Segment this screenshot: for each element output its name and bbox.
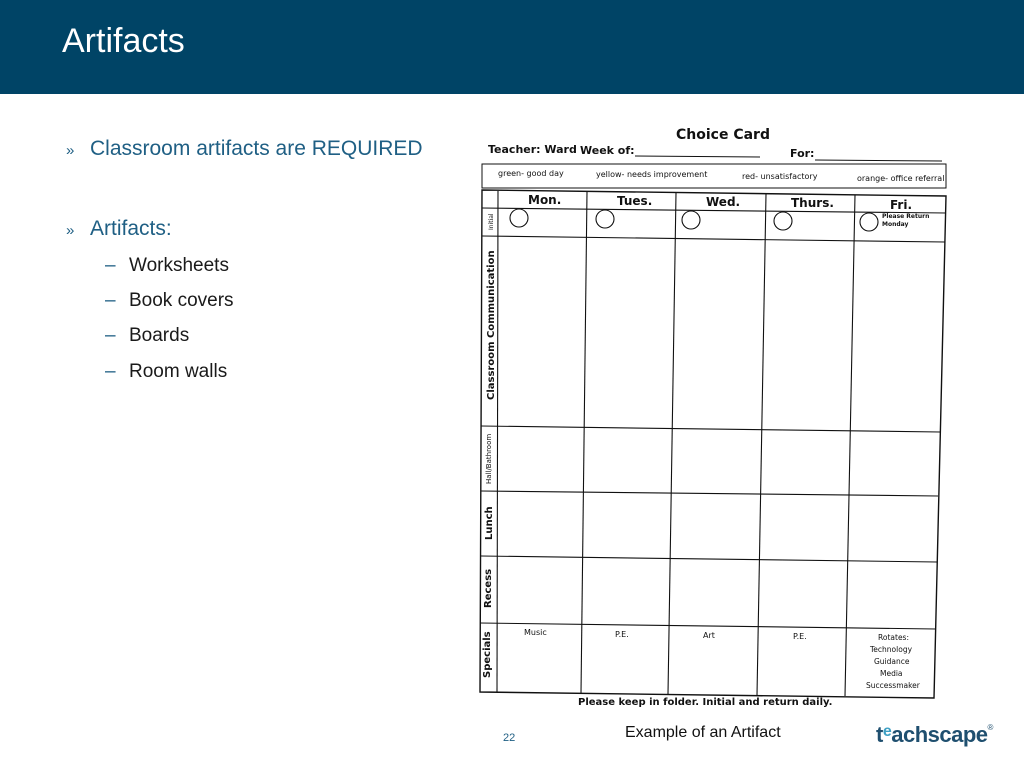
initial-circle-tues [596,210,614,228]
initial-circle-wed [682,211,700,229]
day-tues: Tues. [617,194,653,208]
special-tues: P.E. [615,630,629,639]
sub-bullet-worksheets [105,255,229,277]
bullet-text: Artifacts: [90,217,172,240]
rotates-0: Rotates: [878,633,909,642]
row-hall-bathroom: Hall/Bathroom [485,433,493,484]
day-thurs: Thurs. [791,196,834,210]
teachscape-logo: $t^eachscape®$ [876,722,993,747]
fri-note-1: Please Return [882,213,930,220]
legend-green: green- good day [498,169,564,178]
row-recess: Recess [483,568,494,608]
fri-note-2: Monday [882,221,909,228]
special-thurs: P.E. [793,632,807,641]
sub-bullet-text: Worksheets [129,255,229,276]
sub-bullet-room-walls [105,361,227,383]
sub-marker: – [105,255,116,276]
bullet-text: Classroom artifacts are REQUIRED [90,137,423,160]
row-initial: Initial [488,213,495,230]
sub-marker: – [105,290,116,311]
legend-orange: orange- office referral [857,174,945,183]
initial-circle-mon [510,209,528,227]
rotates-3: Media [880,669,903,678]
rotates-2: Guidance [874,657,910,666]
day-mon: Mon. [528,193,562,207]
page-number: 22 [503,732,516,744]
rotates-4: Successmaker [866,681,920,690]
sub-bullet-book-covers [105,290,234,312]
card-for: For: [790,147,815,160]
card-teacher: Teacher: Ward [488,143,577,156]
bullet-marker: » [66,142,75,159]
day-fri: Fri. [890,198,913,212]
choice-card-image [470,118,956,716]
image-caption: Example of an Artifact [625,724,781,741]
title-bar [0,0,1024,94]
row-specials: Specials [482,631,493,678]
bullet-marker: » [66,222,75,239]
sub-bullet-text: Book covers [129,290,234,311]
sub-bullet-text: Boards [129,325,190,346]
card-footer: Please keep in folder. Initial and return daily. [578,697,833,708]
special-wed: Art [703,631,715,640]
bullet-required [66,137,423,161]
row-lunch: Lunch [484,506,495,540]
slide-title: Artifacts [62,22,185,60]
initial-circle-thurs [774,212,792,230]
row-classroom-communication: Classroom Communication [486,250,497,400]
rotates-1: Technology [870,645,913,654]
sub-marker: – [105,361,116,382]
card-week-of: Week of: [580,144,635,157]
legend-yellow: yellow- needs improvement [596,170,708,179]
choice-card-svg [470,118,956,716]
special-mon: Music [524,628,547,637]
bullet-artifacts [66,217,172,241]
card-title: Choice Card [676,127,770,143]
legend-red: red- unsatisfactory [742,172,818,181]
initial-circle-fri [860,213,878,231]
sub-marker: – [105,325,116,346]
sub-bullet-text: Room walls [129,361,228,382]
sub-bullet-boards [105,325,189,347]
day-wed: Wed. [706,195,741,209]
